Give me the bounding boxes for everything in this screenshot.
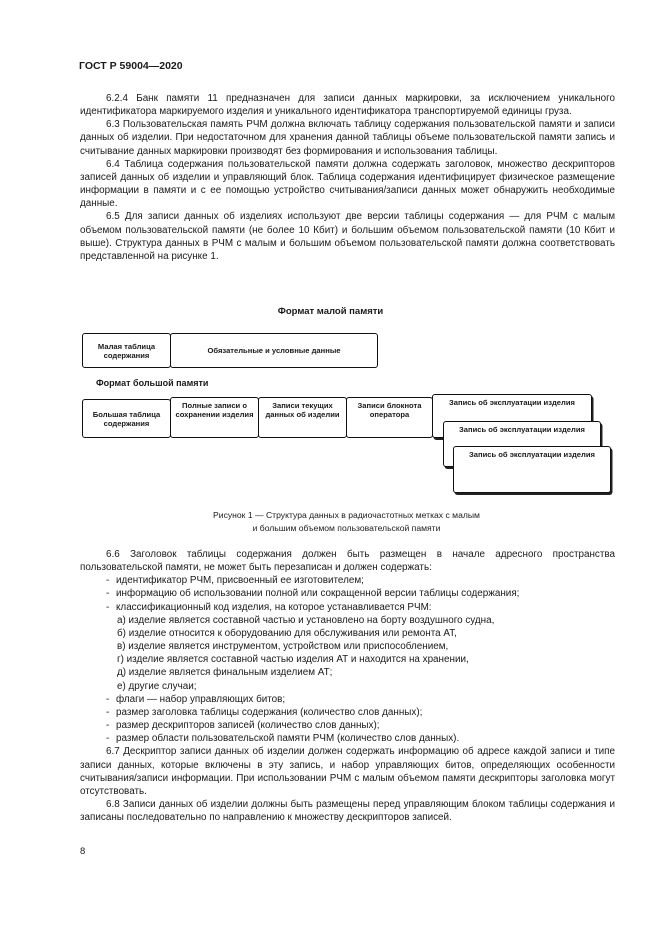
list-item: - размер дескрипторов записей (количество слов данных); — [80, 719, 615, 732]
list-item: - классификационный код изделия, на которое устанавливается РЧМ: — [80, 601, 615, 614]
paragraph-6-6: 6.6 Заголовок таблицы содержания должен быть размещен в начале адресного пространства пользовательской памяти, не может быть перезаписан и должен содержать: — [80, 549, 615, 574]
full-preservation-records-box: Полные записи о сохранении изделия — [170, 397, 259, 438]
list-item: - размер области пользовательской памяти РЧМ (количество слов данных). — [80, 732, 615, 745]
list-item: - размер заголовка таблицы содержания (количество слов данных); — [80, 706, 615, 719]
sub-list-item: в) изделие является инструментом, устройством или приспособлением, — [117, 641, 449, 653]
document-code: ГОСТ Р 59004—2020 — [79, 60, 183, 72]
sub-list-item: г) изделие является составной частью изделия АТ и находится на хранении, — [117, 654, 469, 666]
list-item: - флаги — набор управляющих битов; — [80, 693, 615, 706]
paragraph-6-7: 6.7 Дескриптор записи данных об изделии должен содержать информацию об адресе каждой записи и типе записи данных, которые включены в эту запись, и набор управляющих битов, определяющих особенности считывания/записи информации. При использовании РЧМ с малым объемом памяти дескрипторы заголовка могут отсутствовать. — [80, 746, 615, 797]
sub-list-item: а) изделие является составной частью и установлено на борту воздушного судна, — [117, 614, 495, 626]
sub-list-item: д) изделие является финальным изделием АТ; — [117, 667, 333, 679]
operation-record-box-3: Запись об эксплуатации изделия — [453, 446, 611, 493]
paragraph-6-5: 6.5 Для записи данных об изделиях используют две версии таблицы содержания — для РЧМ с малым объемом пользовательской памяти (не более 10 Кбит) и большим объемом пользовательской памяти (10 Кбит и выше). Структура данных в РЧМ с малым и большим объемом пользовательской памяти должна соответствовать представленной на рисунке 1. — [80, 211, 615, 262]
mandatory-conditional-data-box: Обязательные и условные данные — [170, 333, 378, 368]
large-memory-format-title: Формат большой памяти — [96, 378, 209, 388]
page-number: 8 — [80, 846, 86, 857]
sub-list-item: б) изделие относится к оборудованию для обслуживания или ремонта АТ, — [117, 627, 457, 639]
paragraph-6-2-4: 6.2.4 Банк памяти 11 предназначен для записи данных маркировки, за исключением уникального идентификатора маркируемого изделия и уникального идентификатора транспортируемой единицы груза. — [80, 93, 615, 118]
list-item: - информацию об использовании полной или сокращенной версии таблицы содержания; — [80, 587, 615, 600]
paragraph-6-8: 6.8 Записи данных об изделии должны быть размещены перед управляющим блоком таблицы содержания и записаны последовательно по направлению к множеству дескрипторов записей. — [80, 798, 615, 824]
operation-record-box-2: Запись об эксплуатации изделия — [443, 421, 601, 467]
caption-line-1: Рисунок 1 — Структура данных в радиочастотных метках с малым — [213, 510, 480, 520]
section-6-2-to-6-5 — [80, 92, 615, 263]
section-6-6-to-6-8 — [80, 548, 615, 824]
small-memory-format-title: Формат малой памяти — [277, 306, 384, 317]
paragraph-6-4: 6.4 Таблица содержания пользовательской памяти должна содержать заголовок, множество дескрипторов записей данных об изделии и управляющий блок. Таблица содержания идентифицирует физическое размещение информации в памяти и с ее помощью устройство считывания/записи данных может обнаружить необходимые данные. — [80, 158, 615, 210]
paragraph-6-3: 6.3 Пользовательская память РЧМ должна включать таблицу содержания пользовательской памяти и записи данных об изделии. При недостаточном для хранения данной таблицы объеме пользовательской памяти запись и считывание данных маркировки производят без формирования и использования таблицы. — [80, 119, 615, 157]
current-data-records-box: Записи текущих данных об изделии — [258, 397, 347, 438]
sub-list-item: е) другие случаи; — [117, 680, 197, 692]
operator-notes-box: Записи блокнота оператора — [346, 397, 433, 438]
large-toc-box: Большая таблица содержания — [82, 399, 171, 438]
caption-line-2: и большим объемом пользовательской памяти — [252, 522, 441, 533]
operation-record-box-1: Запись об эксплуатации изделия — [432, 394, 592, 438]
small-toc-box: Малая таблица содержания — [82, 333, 171, 368]
list-item: - идентификатор РЧМ, присвоенный ее изготовителем; — [80, 574, 615, 587]
figure-caption — [0, 509, 661, 534]
toc-header-contents-list — [80, 574, 615, 745]
